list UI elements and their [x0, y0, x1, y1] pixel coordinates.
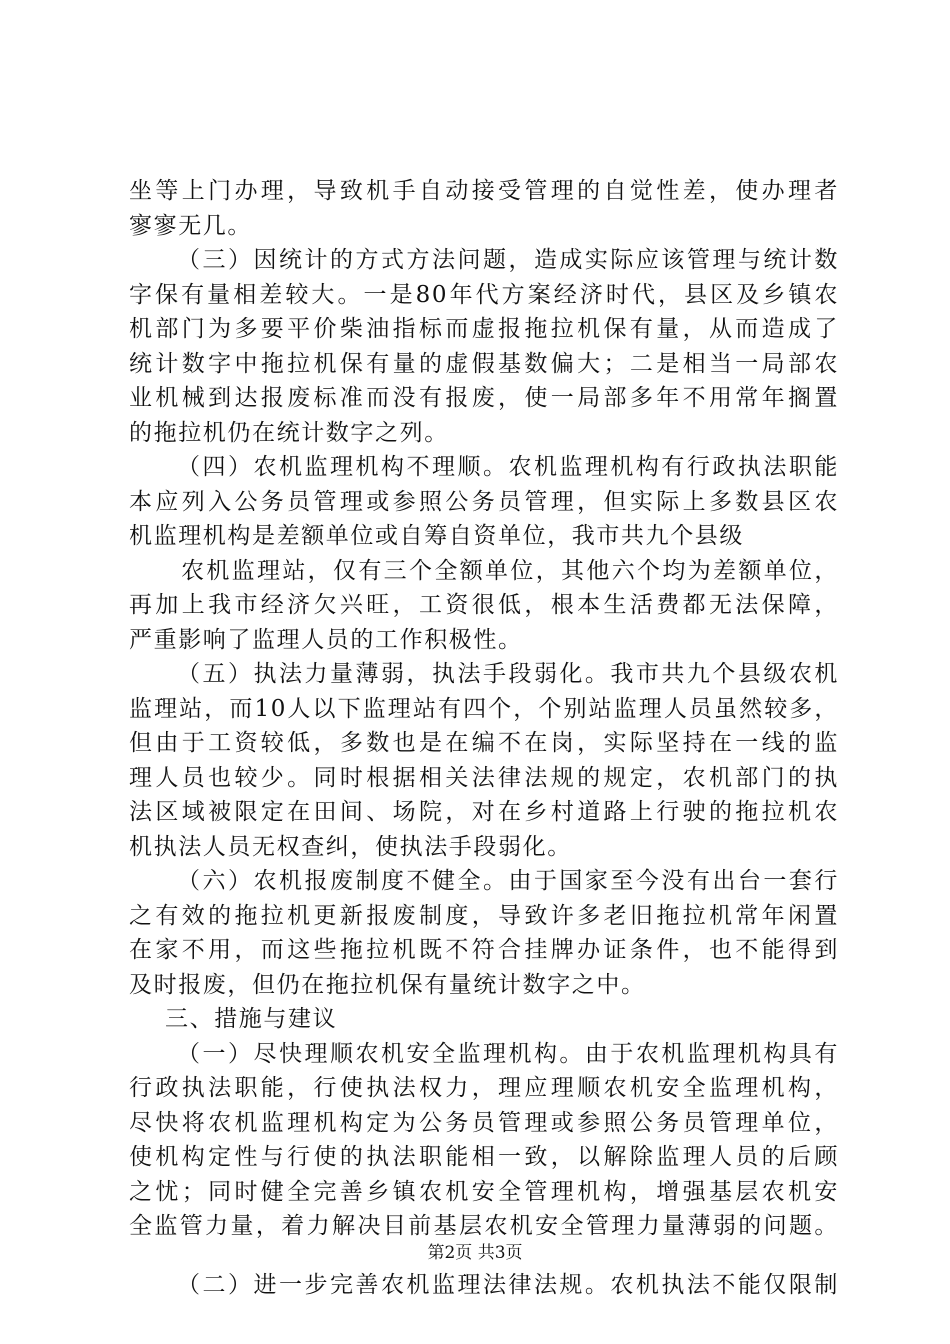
text-line: 本应列入公务员管理或参照公务员管理，但实际上多数县区农: [129, 488, 839, 515]
paragraph-four-start: （四）农机监理机构不理顺。农机监理机构有行政执法职能: [177, 454, 839, 480]
text-line: 监理站，而10人以下监理站有四个，个别站监理人员虽然较多，: [129, 695, 839, 722]
text-line: 字保有量相差较大。一是80年代方案经济时代，县区及乡镇农: [129, 281, 839, 308]
text-line: 使机构定性与行使的执法职能相一致，以解除监理人员的后顾: [129, 1144, 839, 1170]
text-line: 机监理机构是差额单位或自筹自资单位，我市共九个县级: [129, 523, 744, 549]
text-line: 统计数字中拖拉机保有量的虚假基数偏大；二是相当一局部农: [129, 350, 839, 377]
text-line: 业机械到达报废标准而没有报废，使一局部多年不用常年搁置: [129, 385, 839, 411]
measure-one-start: （一）尽快理顺农机安全监理机构。由于农机监理机构具有: [177, 1040, 839, 1067]
text-line: 严重影响了监理人员的工作积极性。: [129, 626, 523, 653]
page-number-footer: 第2页 共3页: [427, 1243, 523, 1263]
section-heading: 三、措施与建议: [165, 1006, 338, 1032]
paragraph-six-start: （六）农机报废制度不健全。由于国家至今没有出台一套行: [177, 868, 839, 894]
text-line: 寥寥无几。: [129, 212, 252, 239]
text-line: 之忧；同时健全完善乡镇农机安全管理机构，增强基层农机安: [129, 1178, 839, 1205]
text-line: 的拖拉机仍在统计数字之列。: [129, 419, 449, 446]
text-line: 农机监理站，仅有三个全额单位，其他六个均为差额单位，: [181, 557, 839, 584]
paragraph-five-start: （五）执法力量薄弱，执法手段弱化。我市共九个县级农机: [177, 661, 839, 687]
paragraph-three-start: （三）因统计的方式方法问题，造成实际应该管理与统计数: [177, 247, 839, 273]
text-line: 机执法人员无权查纠，使执法手段弱化。: [129, 833, 572, 860]
text-line: 但由于工资较低，多数也是在编不在岗，实际坚持在一线的监: [129, 730, 839, 756]
text-line: 之有效的拖拉机更新报废制度，导致许多老旧拖拉机常年闲置: [129, 902, 839, 929]
document-body: [129, 174, 839, 1302]
text-line: 理人员也较少。同时根据相关法律法规的规定，农机部门的执: [129, 764, 839, 791]
text-line: 在家不用，而这些拖拉机既不符合挂牌办证条件，也不能得到: [129, 937, 839, 963]
text-line: 及时报废，但仍在拖拉机保有量统计数字之中。: [129, 971, 646, 998]
text-line: 机部门为多要平价柴油指标而虚报拖拉机保有量，从而造成了: [129, 316, 839, 342]
text-line: 再加上我市经济欠兴旺，工资很低，根本生活费都无法保障，: [129, 592, 839, 618]
text-line: 法区域被限定在田间、场院，对在乡村道路上行驶的拖拉机农: [129, 799, 839, 825]
text-line: 坐等上门办理，导致机手自动接受管理的自觉性差，使办理者: [129, 178, 839, 204]
text-line: 全监管力量，着力解决目前基层农机安全管理力量薄弱的问题。: [129, 1213, 839, 1239]
measure-two-start: （二）进一步完善农机监理法律法规。农机执法不能仅限制: [177, 1271, 839, 1298]
text-line: 行政执法职能，行使执法权力，理应理顺农机安全监理机构，: [129, 1075, 839, 1101]
text-line: 尽快将农机监理机构定为公务员管理或参照公务员管理单位，: [129, 1109, 839, 1136]
